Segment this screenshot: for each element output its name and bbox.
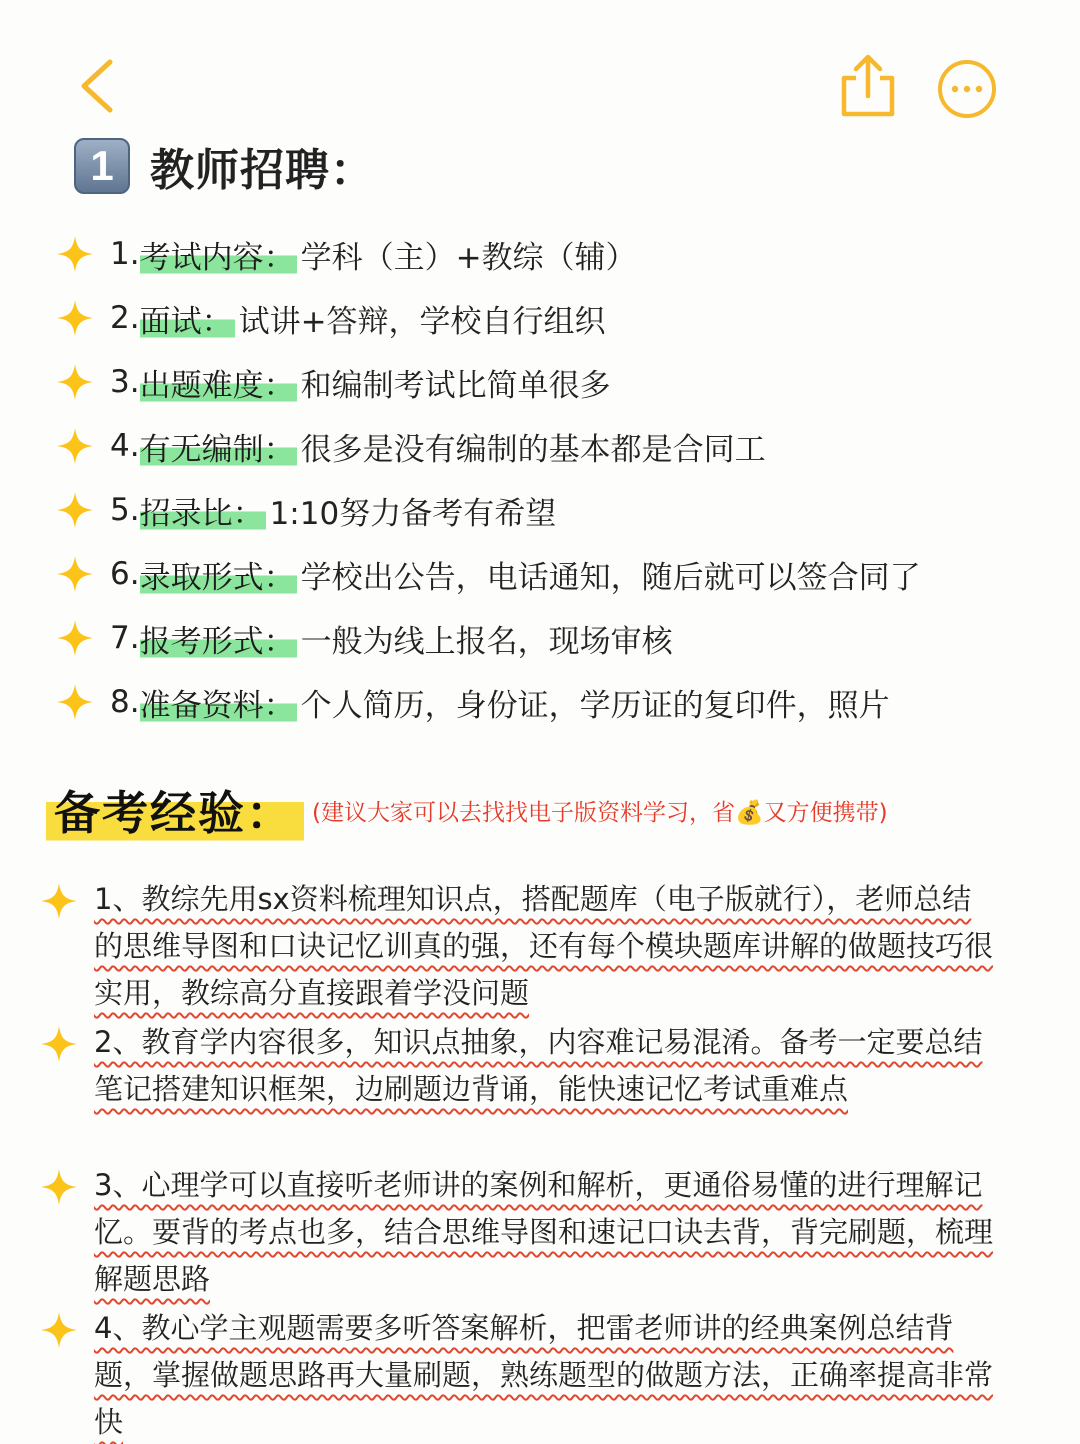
- list-item: [56, 227, 637, 281]
- page-title: 教师招聘：: [150, 145, 375, 196]
- experience-heading: [46, 770, 888, 850]
- item-description: 一般为线上报名，现场审核: [300, 623, 673, 660]
- list-item: [56, 291, 606, 345]
- item-number: 3.: [110, 364, 140, 400]
- experience-paragraph: 3、心理学可以直接听老师讲的案例和解析，更通俗易懂的进行理解记忆。要背的考点也多，结合思维导图和速记口诀去背，背完刷题，梳理解题思路: [94, 1168, 994, 1296]
- experience-paragraph: 4、教心学主观题需要多听答案解析，把雷老师讲的经典案例总结背题，掌握做题思路再大量刷题，熟练题型的做题方法，正确率提高非常快: [94, 1311, 994, 1439]
- list-item: [56, 675, 890, 729]
- item-number: 5.: [110, 492, 140, 528]
- item-label: 招录比：: [140, 488, 266, 533]
- item-label: 面试：: [140, 296, 235, 341]
- item-number: 8.: [110, 684, 140, 720]
- sparkle-star-icon: [40, 882, 78, 920]
- sparkle-star-icon: [56, 235, 94, 273]
- number-badge: 1: [74, 138, 130, 194]
- item-label: 报考形式：: [140, 616, 297, 661]
- sparkle-star-icon: [56, 427, 94, 465]
- experience-paragraph: 2、教育学内容很多，知识点抽象，内容难记易混淆。备考一定要总结笔记搭建知识框架，边刷题边背诵，能快速记忆考试重难点: [94, 1025, 983, 1106]
- item-description: 试讲+答辩，学校自行组织: [238, 303, 606, 340]
- item-number: 2.: [110, 300, 140, 336]
- sparkle-star-icon: [56, 619, 94, 657]
- sparkle-star-icon: [56, 555, 94, 593]
- item-number: 4.: [110, 428, 140, 464]
- sparkle-star-icon: [56, 491, 94, 529]
- item-label: 出题难度：: [140, 360, 297, 405]
- item-label: 准备资料：: [140, 680, 297, 725]
- share-icon[interactable]: [836, 52, 900, 120]
- sparkle-star-icon: [56, 299, 94, 337]
- list-item: [56, 419, 766, 473]
- experience-note: (建议大家可以去找找电子版资料学习，省💰又方便携带): [312, 799, 888, 826]
- more-icon[interactable]: [936, 58, 998, 120]
- item-description: 很多是没有编制的基本都是合同工: [300, 431, 766, 468]
- item-description: 个人简历，身份证，学历证的复印件，照片: [300, 687, 890, 724]
- sparkle-star-icon: [40, 1025, 78, 1063]
- list-item: [40, 1019, 1000, 1113]
- sparkle-star-icon: [56, 363, 94, 401]
- list-item: [56, 355, 611, 409]
- item-description: 和编制考试比简单很多: [300, 367, 611, 404]
- item-description: 学科（主）+教综（辅）: [300, 239, 637, 276]
- sparkle-star-icon: [40, 1168, 78, 1206]
- item-description: 学校出公告，电话通知，随后就可以签合同了: [300, 559, 921, 596]
- section-heading: [74, 134, 375, 198]
- item-number: 6.: [110, 556, 140, 592]
- sparkle-star-icon: [56, 683, 94, 721]
- list-item: [56, 483, 556, 537]
- item-label: 考试内容：: [140, 232, 297, 277]
- list-item: [40, 876, 1000, 1017]
- item-description: 1:10努力备考有希望: [269, 495, 557, 532]
- list-item: [40, 1162, 1000, 1303]
- item-number: 7.: [110, 620, 140, 656]
- item-label: 有无编制：: [140, 424, 297, 469]
- item-label: 录取形式：: [140, 552, 297, 597]
- list-item: [56, 547, 921, 601]
- item-number: 1.: [110, 236, 140, 272]
- experience-title: 备考经验：: [46, 777, 304, 843]
- sparkle-star-icon: [40, 1311, 78, 1349]
- list-item: [56, 611, 673, 665]
- list-item: [40, 1305, 1000, 1444]
- back-chevron-icon[interactable]: [70, 56, 130, 116]
- experience-paragraph: 1、教综先用sx资料梳理知识点，搭配题库（电子版就行），老师总结的思维导图和口诀记忆训真的强，还有每个模块题库讲解的做题技巧很实用，教综高分直接跟着学没问题: [94, 882, 994, 1010]
